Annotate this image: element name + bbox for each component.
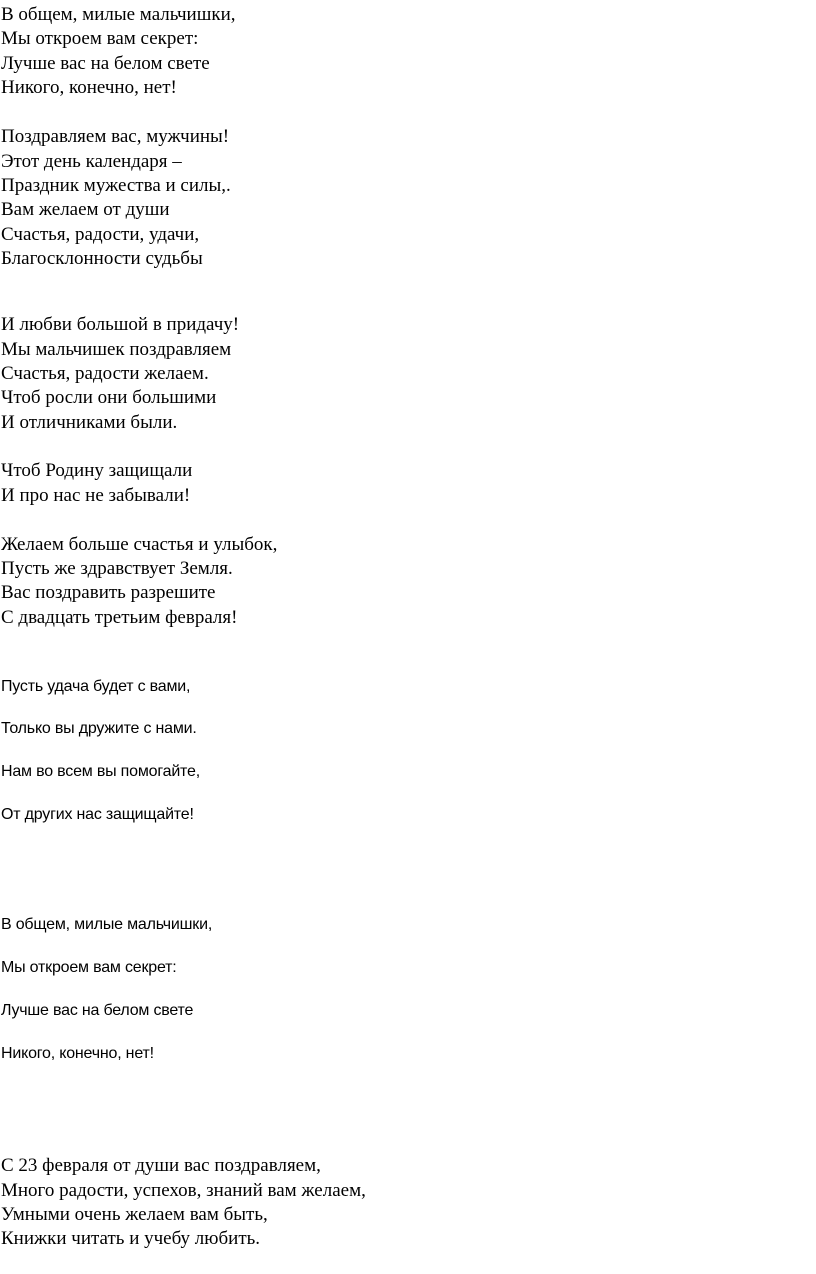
poem-line: Много радости, успехов, знаний вам желаем, bbox=[1, 1180, 366, 1201]
poem-line: Мы мальчишек поздравляем bbox=[1, 339, 232, 360]
poem-line: Вам желаем от души bbox=[1, 199, 170, 220]
poem-line: Только вы дружите с нами. bbox=[1, 720, 197, 737]
poem-line: От других нас защищайте! bbox=[1, 806, 194, 823]
poem-line: Вас поздравить разрешите bbox=[1, 582, 216, 603]
poem-line: Этот день календаря – bbox=[1, 151, 182, 172]
poem-line: С двадцать третьим февраля! bbox=[1, 607, 238, 628]
poem-line: Книжки читать и учебу любить. bbox=[1, 1228, 261, 1249]
poem-line: Чтоб росли они большими bbox=[1, 387, 217, 408]
poem-line: Лучше вас на белом свете bbox=[1, 53, 210, 74]
poem-line: Никого, конечно, нет! bbox=[1, 1045, 154, 1062]
poem-line: Пусть же здравствует Земля. bbox=[1, 558, 233, 579]
poem-line: Праздник мужества и силы,. bbox=[1, 175, 231, 196]
poem-line: Благосклонности судьбы bbox=[1, 248, 203, 269]
poem-line: Чтоб Родину защищали bbox=[1, 460, 193, 481]
poem-line: Счастья, радости, удачи, bbox=[1, 224, 200, 245]
poem-line: С 23 февраля от души вас поздравляем, bbox=[1, 1155, 321, 1176]
poem-line: В общем, милые мальчишки, bbox=[1, 916, 213, 933]
poem-line: Пусть удача будет с вами, bbox=[1, 678, 191, 695]
poem-line: Лучше вас на белом свете bbox=[1, 1002, 194, 1019]
poem-line: Мы откроем вам секрет: bbox=[1, 28, 199, 49]
poem-line: Нам во всем вы помогайте, bbox=[1, 763, 200, 780]
poem-line: И отличниками были. bbox=[1, 412, 178, 433]
poem-line: И про нас не забывали! bbox=[1, 485, 191, 506]
poem-line: Поздравляем вас, мужчины! bbox=[1, 126, 230, 147]
poem-line: Счастья, радости желаем. bbox=[1, 363, 209, 384]
poem-line: В общем, милые мальчишки, bbox=[1, 4, 236, 25]
poem-line: Мы откроем вам секрет: bbox=[1, 959, 177, 976]
poem-line: Умными очень желаем вам быть, bbox=[1, 1204, 268, 1225]
poem-line: Никого, конечно, нет! bbox=[1, 77, 177, 98]
poem-line: Желаем больше счастья и улыбок, bbox=[1, 534, 278, 555]
poem-line: И любви большой в придачу! bbox=[1, 314, 240, 335]
